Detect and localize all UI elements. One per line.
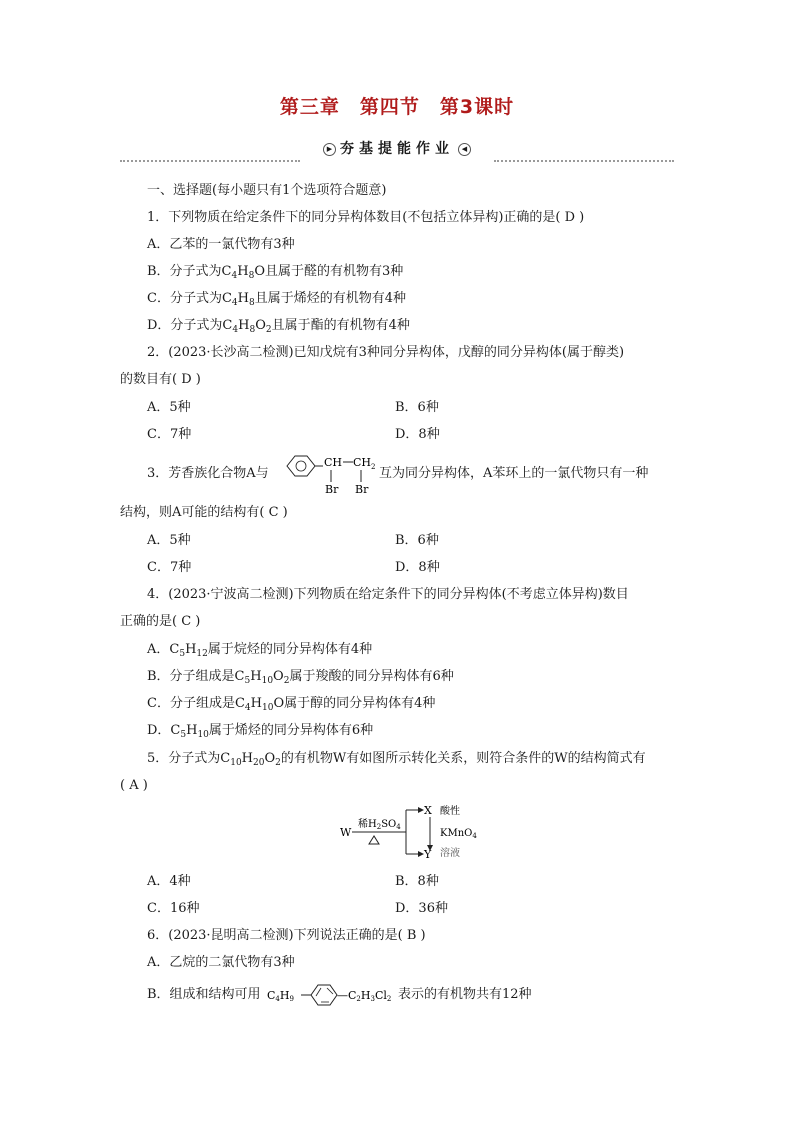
q2-option-a: A．5种 — [147, 400, 191, 415]
cond-kmno4: KMnO$_4$ — [440, 828, 477, 840]
q3-stem-post: 互为同分异构体，A苯环上的一氯代物只有一种 — [379, 466, 649, 481]
q3-stem-pre: 3．芳香族化合物A与 — [147, 466, 269, 481]
ch-label: CH — [324, 456, 343, 469]
right-arrow-icon: ▶ — [323, 143, 336, 156]
q6-option-b-post: 表示的有机物共有12种 — [398, 987, 532, 1002]
cond-acidic: 酸性 — [440, 806, 460, 817]
q2-stem-line1: 2．(2023·长沙高二检测)已知戊烷有3种同分异构体，戊醇的同分异构体(属于醇类) — [147, 345, 625, 360]
double-bond — [327, 988, 333, 994]
ch2-label: $CH_2$ — [353, 456, 376, 471]
aromatic-circle — [296, 461, 306, 471]
q5-option-d: D．36种 — [395, 901, 448, 916]
q4-option-d: D．$C_5H_{10}$属于烯烃的同分异构体有6种 — [147, 723, 374, 740]
w-label: W — [340, 826, 352, 839]
banner-title: ▶ 夯基提能作业 ◀ — [319, 138, 475, 158]
q3-option-a: A．5种 — [147, 533, 191, 548]
section-heading: 一、选择题(每小题只有1个选项符合题意) — [147, 183, 387, 198]
q4-option-c: C．分子组成是$C_4H_{10}O$属于醇的同分异构体有4种 — [147, 696, 436, 713]
q6-option-b-pre: B．组成和结构可用 — [147, 987, 261, 1002]
q5-option-b: B．8种 — [395, 874, 439, 889]
q4-option-b: B．分子组成是$C_5H_{10}O_2$属于羧酸的同分异构体有6种 — [147, 669, 454, 686]
q3-option-c: C．7种 — [147, 560, 192, 575]
q5-option-a: A．4种 — [147, 874, 191, 889]
double-bond — [316, 988, 321, 996]
page-title: 第三章 第四节 第3课时 — [279, 96, 515, 118]
q5-reaction-scheme — [338, 802, 498, 864]
benzene-ring — [287, 456, 315, 476]
q2-option-d: D．8种 — [395, 427, 440, 442]
q3-option-b: B．6种 — [395, 533, 439, 548]
q4-stem-line1: 4．(2023·宁波高二检测)下列物质在给定条件下的同分异构体(不考虑立体异构)数目 — [147, 587, 629, 602]
q1-option-b: B．分子式为$C_4H_8O$且属于醛的有机物有3种 — [147, 264, 404, 281]
br-label-1: Br — [325, 483, 339, 496]
heat-triangle-icon — [369, 836, 379, 844]
q5-option-c: C．16种 — [147, 901, 200, 916]
x-label: X — [424, 804, 432, 817]
q3-option-d: D．8种 — [395, 560, 440, 575]
q2-option-b: B．6种 — [395, 400, 439, 415]
q1-option-c: C．分子式为$C_4H_8$且属于烯烃的有机物有4种 — [147, 291, 406, 308]
banner-divider-left — [120, 160, 300, 162]
banner — [120, 138, 674, 162]
q1-stem: 1．下列物质在给定条件下的同分异构体数目(不包括立体异构)正确的是( D ) — [147, 210, 585, 225]
y-label: Y — [424, 848, 432, 861]
q4-option-a: A．$C_5H_{12}$属于烷烃的同分异构体有4种 — [147, 642, 373, 659]
left-arrow-icon: ◀ — [458, 143, 471, 156]
q6-option-a: A．乙烷的二氯代物有3种 — [147, 955, 295, 970]
q1-option-d: D．分子式为$C_4H_8O_2$且属于酯的有机物有4种 — [147, 318, 410, 335]
cond-solution: 溶液 — [440, 848, 460, 859]
q2-option-c: C．7种 — [147, 427, 192, 442]
q6-stem: 6．(2023·昆明高二检测)下列说法正确的是( B ) — [147, 928, 426, 943]
q3-stem-line2: 结构，则A可能的结构有( C ) — [120, 505, 288, 520]
q1-option-a: A．乙苯的一氯代物有3种 — [147, 237, 295, 252]
q5-stem-line2: ( A ) — [120, 778, 148, 793]
q4-stem-line2: 正确的是( C ) — [120, 614, 201, 629]
c2h3cl2-label: —C2H3Cl2 — [337, 989, 392, 1003]
c4h9-label: C4H9 — [267, 989, 294, 1003]
q5-stem-line1: 5．分子式为$C_{10}H_{20}O_2$的有机物W有如图所示转化关系，则符合条件的W的结构简式有 — [147, 751, 646, 768]
q6-structure — [267, 980, 402, 1010]
banner-divider-right — [494, 160, 674, 162]
q2-stem-line2: 的数目有( D ) — [120, 372, 201, 387]
q3-structure — [283, 450, 379, 498]
br-label-2: Br — [355, 483, 369, 496]
reagent-label: 稀$H_2SO_4$ — [358, 819, 401, 831]
